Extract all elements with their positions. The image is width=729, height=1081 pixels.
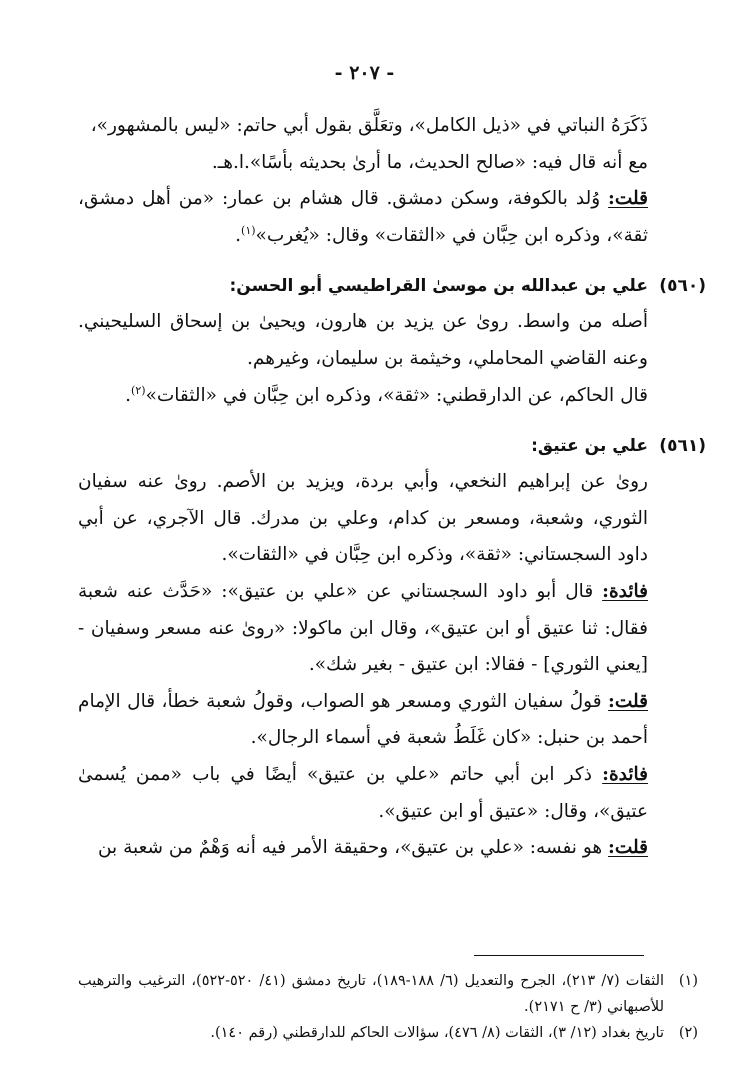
entry-560-title: علي بن عبدالله بن موسىٰ القراطيسي أبو الحسن: bbox=[229, 276, 648, 297]
intro-qult-paragraph bbox=[78, 181, 648, 254]
footnote-text: الثقات (٧/ ٢١٣)، الجرح والتعديل (٦/ ١٨٨-١٨٩)، تاريخ دمشق (٤١/ ٥٢٠-٥٢٢)، الترغيب والترهيب للأصبهاني (٣/ ح ٢١٧١). bbox=[78, 973, 665, 1015]
footnote-ref-2[interactable]: (٢) bbox=[131, 383, 146, 397]
entry-561-title: علي بن عتيق: bbox=[531, 436, 648, 457]
entry-560-text: قال الحاكم، عن الدارقطني: «ثقة»، وذكره ابن حِبَّان في «الثقات» bbox=[145, 384, 648, 406]
faida-label: فائدة: bbox=[602, 763, 648, 785]
entry-561-heading bbox=[78, 428, 706, 464]
qult-text: قولُ سفيان الثوري ومسعر هو الصواب، وقولُ شعبة خطأ، قال الإمام أحمد بن حنبل: «كان غَلَطُ شعبة في أسماء الرجال». bbox=[78, 690, 648, 749]
entry-561-qult-1 bbox=[78, 684, 648, 757]
intro-line-1: ذَكَرَهُ النباتي في «ذيل الكامل»، وتعَلَّق بقول أبي حاتم: «ليس بالمشهور»، bbox=[90, 115, 648, 136]
footnote-number: (٢) bbox=[678, 1025, 698, 1041]
entry-560-heading bbox=[78, 268, 706, 304]
footnote-divider bbox=[474, 955, 644, 956]
entry-561-paragraph-1: روىٰ عن إبراهيم النخعي، وأبي بردة، ويزيد بن الأصم. روىٰ عنه سفيان الثوري، وشعبة، ومسعر بن كدام، وعلي بن مدرك. قال الآجري، عن أبي داود السجستاني: «ثقة»، وذكره ابن حِبَّان في «الثقات». bbox=[78, 471, 648, 566]
footnote-ref-1[interactable]: (١) bbox=[241, 223, 256, 237]
entry-561-qult-2 bbox=[78, 830, 648, 867]
footnote-1 bbox=[78, 968, 698, 1020]
qult-end: . bbox=[235, 224, 242, 246]
entry-560-number: (٥٦٠) bbox=[659, 276, 706, 297]
footnotes bbox=[78, 968, 698, 1046]
faida-label: فائدة: bbox=[602, 580, 648, 602]
entry-561-number: (٥٦١) bbox=[659, 436, 706, 457]
entry-560-paragraph-1: أصله من واسط. روىٰ عن يزيد بن هارون، ويحيىٰ بن إسحاق السليحيني. وعنه القاضي المحاملي، وخيثمة بن سليمان، وغيرهم. bbox=[78, 311, 648, 369]
footnote-text: تاريخ بغداد (١٢/ ٣)، الثقات (٨/ ٤٧٦)، سؤالات الحاكم للدارقطني (رقم ١٤٠). bbox=[210, 1025, 664, 1041]
footnote-2 bbox=[78, 1020, 698, 1046]
entry-560-end: . bbox=[125, 384, 132, 406]
entry-560-paragraph-2 bbox=[78, 378, 648, 415]
entry-561-faida-2 bbox=[78, 757, 648, 830]
faida-text: ذكر ابن أبي حاتم «علي بن عتيق» أيضًا في باب «ممن يُسمىٰ عتيق»، وقال: «عتيق أو ابن عتيق». bbox=[78, 763, 648, 822]
qult-label: قلت: bbox=[608, 188, 648, 210]
page-number: - ٢٠٧ - bbox=[334, 62, 395, 84]
qult-text: وُلد بالكوفة، وسكن دمشق. قال هشام بن عمار: «من أهل دمشق، ثقة»، وذكره ابن حِبَّان في «الثقات» وقال: «يُغرب» bbox=[78, 188, 648, 246]
intro-line-2: مع أنه قال فيه: «صالح الحديث، ما أرىٰ بحديثه بأسًا».ا.هـ. bbox=[211, 151, 648, 173]
footnote-number: (١) bbox=[678, 973, 698, 989]
main-text bbox=[78, 108, 706, 867]
entry-561-faida-1 bbox=[78, 574, 648, 684]
qult-text: هو نفسه: «علي بن عتيق»، وحقيقة الأمر فيه أنه وَهْمٌ من شعبة بن bbox=[97, 837, 609, 859]
qult-label: قلت: bbox=[608, 837, 648, 859]
qult-label: قلت: bbox=[608, 690, 648, 712]
faida-text: قال أبو داود السجستاني عن «علي بن عتيق»: «حَدَّث عنه شعبة فقال: ثنا عتيق أو ابن عتيق»، وقال ابن ماكولا: «روىٰ عنه مسعر وسفيان - [يعني الثوري] - فقالا: ابن عتيق - بغير شك». bbox=[78, 580, 648, 676]
